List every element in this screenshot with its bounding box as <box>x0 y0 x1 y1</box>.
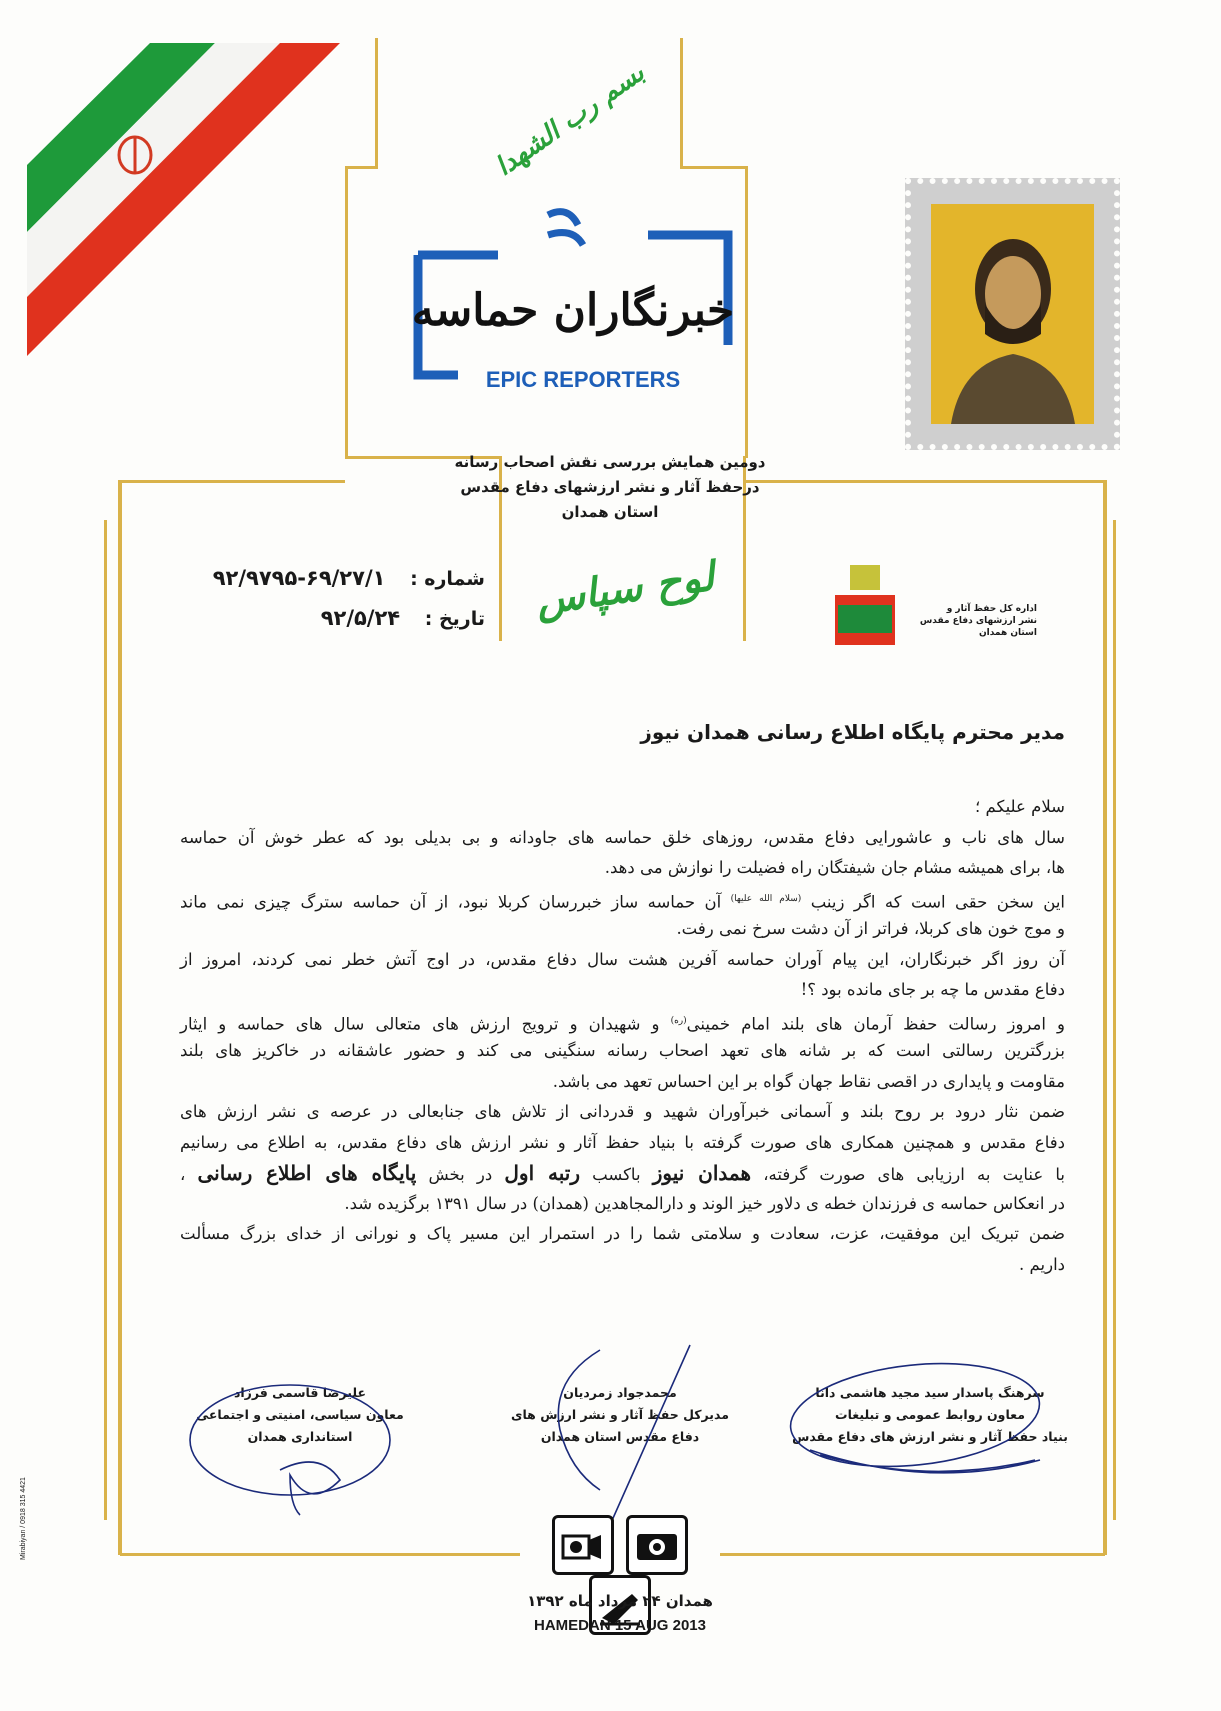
footer-date-fa: همدان ۲۴ مرداد ماه ۱۳۹۲ <box>527 1592 713 1610</box>
body-line <box>180 1097 1065 1128</box>
body-line <box>180 1036 1065 1067</box>
signature-block <box>790 1382 1070 1448</box>
body-text: ، <box>180 1165 198 1184</box>
body-line <box>180 1219 1065 1250</box>
body-text: آن روز اگر خبرنگاران، این پیام آوران حماسه آفرین هشت سال دفاع مقدس، در اوج آتش خطر نمی کردند، امروز از <box>180 949 1065 969</box>
footer-city: HAMEDAN <box>533 1617 615 1634</box>
signer-title: استانداری همدان <box>247 1429 353 1444</box>
bold-highlight: پایگاه های اطلاع رسانی <box>197 1161 417 1185</box>
date-value: ۹۲/۵/۲۴ <box>320 606 401 630</box>
body-text: این سخن حقی است که اگر زینب <box>801 892 1065 911</box>
signer-title: معاون سیاسی، امنیتی و اجتماعی <box>196 1407 404 1422</box>
signer-title: بنیاد حفظ آثار و نشر ارزش های دفاع مقدس <box>792 1429 1068 1444</box>
logo-text-fa: خبرنگاران حماسه <box>411 285 735 336</box>
iran-flag <box>0 0 360 380</box>
body-line <box>180 1006 1065 1037</box>
body-line <box>180 1158 1065 1189</box>
body-text: بزرگترین رسالتی است که بر شانه های تعهد اصحاب رسانه سنگینی می کند و حضور عاشقانه در خاکریز های بلند <box>180 1041 1065 1060</box>
photo-camera-icon <box>626 1515 688 1575</box>
body-text: باکسب <box>580 1165 653 1184</box>
body-text: سلام علیکم ؛ <box>974 797 1065 816</box>
body-text: آن حماسه ساز خبررسان کربلا نبود، از آن حماسه سترگ چیزی نمی ماند <box>180 892 731 911</box>
body-text: سال های ناب و عاشورایی دفاع مقدس، روزهای خلق حماسه های جاودانه و بی بدیلی بود که عطر خوش آن حماسه <box>180 827 1065 847</box>
org-name <box>902 603 1037 639</box>
number-value: ۶۹/۲۷/۱-۹۲/۹۷۹۵ <box>212 566 386 590</box>
org-line: استان همدان <box>978 628 1037 638</box>
body-text: ضمن تبریک این موفقیت، عزت، سعادت و سلامتی شما را در استمرار این مسیر پاک و نورانی از خدای بزرگ مسألت <box>180 1224 1065 1243</box>
epic-reporters-logo <box>398 205 748 435</box>
signer-title: مدیرکل حفظ آثار و نشر ارزش های <box>511 1407 729 1422</box>
body-text: و امروز رسالت حفظ آرمان های بلند امام خمینی <box>686 1014 1066 1033</box>
basmala: بسم رب الشهدا <box>490 57 650 183</box>
body-line <box>180 1128 1065 1159</box>
body-line <box>180 945 1065 976</box>
body-text: دفاع مقدس و همچنین همکاری های صورت گرفته با بنیاد حفظ آثار و نشر ارزش های دفاع مقدس، به اطلاع می رسانیم <box>180 1132 1065 1152</box>
letter-body <box>180 792 1065 1280</box>
body-text: در بخش <box>416 1165 505 1184</box>
document-number <box>140 566 485 591</box>
body-line <box>180 823 1065 854</box>
signer-name: محمدجواد زمردیان <box>563 1385 677 1400</box>
org-line: اداره کل حفظ آثار و <box>946 604 1037 614</box>
body-text: دفاع مقدس ما چه بر جای مانده بود ؟! <box>800 980 1065 999</box>
body-line <box>180 884 1065 915</box>
bold-highlight: رتبه اول <box>504 1161 580 1185</box>
logo-text-en: EPIC REPORTERS <box>485 367 681 392</box>
body-text: داریم . <box>1019 1254 1065 1274</box>
honorific-superscript: (ره) <box>670 1015 687 1026</box>
body-text: ها، برای همیشه مشام جان شیفتگان راه فضیلت را نوازش می دهد. <box>604 858 1065 877</box>
event-line: دومین همایش بررسی نقش اصحاب رسانه <box>454 453 766 471</box>
body-line <box>180 853 1065 884</box>
body-text: و شهیدان و ترویج ارزش های متعالی سال های حماسه و ایثار <box>180 1014 671 1033</box>
body-text: با عنایت به ارزیابی های صورت گرفته، <box>751 1165 1065 1184</box>
event-title <box>420 450 800 525</box>
event-line: درحفظ آثار و نشر ارزشهای دفاع مقدس <box>460 478 760 496</box>
org-emblem-icon <box>830 565 900 650</box>
award-title: لوح سپاس <box>532 552 717 625</box>
signer-title: دفاع مقدس استان همدان <box>540 1429 700 1444</box>
designer-credit: Mirabiyan / 0918 315 4421 <box>20 1477 27 1560</box>
body-text: مقاومت و پایداری در اقصی نقاط جهان گواه بر این احساس تعهد می باشد. <box>552 1071 1065 1091</box>
martyr-portrait-stamp <box>905 178 1120 450</box>
body-text: ضمن نثار درود بر روح بلند و آسمانی خبرآوران شهید و قدردانی از تلاش های جنابعالی در عرصه ی نشر ارزش های <box>180 1102 1065 1121</box>
number-label: شماره : <box>410 568 485 590</box>
bold-highlight: همدان نیوز <box>652 1161 752 1185</box>
body-text: در انعکاس حماسه ی فرزندان خطه ی دلاور خیز الوند و دارالمجاهدین (همدان) در سال ۱۳۹۱ برگزیده شد. <box>344 1193 1065 1213</box>
footer-date: 15 AUG 2013 <box>614 1617 706 1634</box>
footer-date-en <box>470 1616 770 1636</box>
document-date <box>140 606 485 631</box>
body-line <box>180 914 1065 945</box>
date-label: تاریخ : <box>424 608 485 630</box>
signer-title: معاون روابط عمومی و تبلیغات <box>835 1407 1025 1422</box>
signer-name: سرهنگ پاسدار سید مجید هاشمی دانا <box>815 1385 1045 1400</box>
org-line: نشر ارزشهای دفاع مقدس <box>919 616 1037 626</box>
signature-block <box>190 1382 410 1448</box>
body-line <box>180 1189 1065 1220</box>
body-line <box>180 1250 1065 1281</box>
event-line: استان همدان <box>561 503 659 521</box>
recipient-heading: مدیر محترم پایگاه اطلاع رسانی همدان نیوز <box>640 720 1065 744</box>
body-line <box>180 792 1065 823</box>
video-camera-icon <box>552 1515 614 1575</box>
body-line <box>180 1067 1065 1098</box>
honorific-superscript: (سلام الله علیها) <box>730 893 802 904</box>
body-line <box>180 975 1065 1006</box>
body-text: و موج خون های کربلا، فراتر از آن دشت سرخ نمی رفت. <box>676 919 1065 938</box>
signer-name: علیرضا قاسمی فرزاد <box>233 1385 367 1400</box>
signature-block <box>500 1382 740 1448</box>
